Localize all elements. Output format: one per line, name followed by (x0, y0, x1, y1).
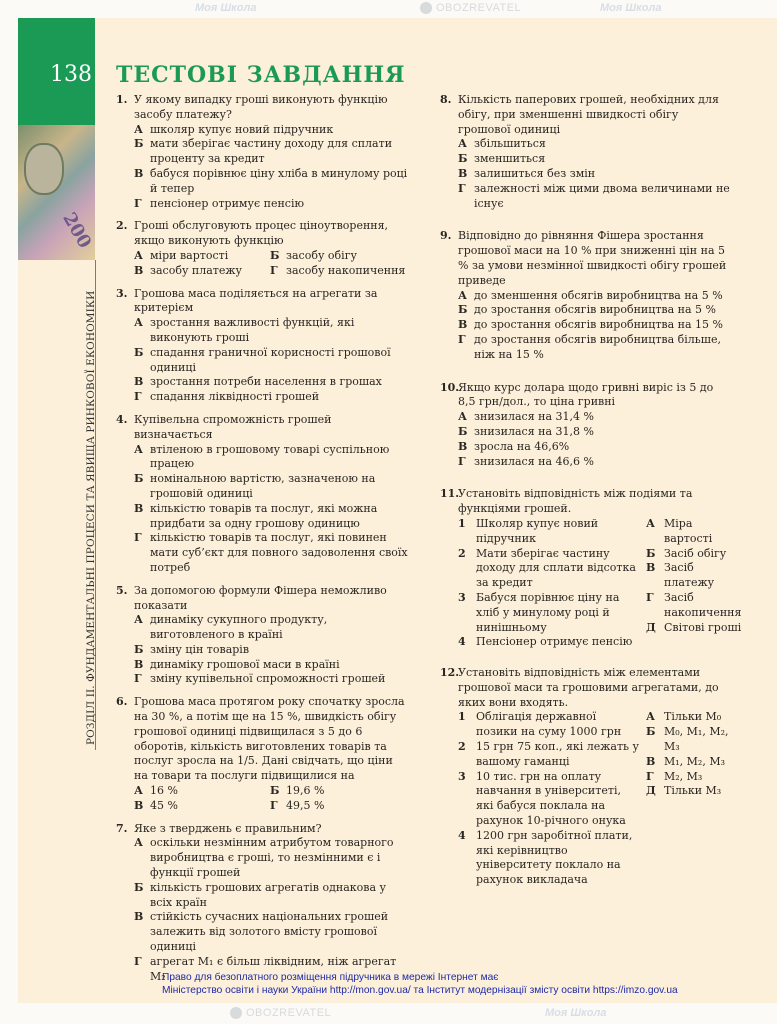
option-text: M₁, M₂, M₃ (664, 754, 726, 768)
answer-option (646, 770, 732, 785)
question-10 (440, 381, 732, 470)
answer-option (134, 197, 408, 212)
option-letter: А (134, 248, 143, 262)
matching-item (458, 829, 640, 888)
question-number: 3. (116, 286, 128, 300)
option-text: 45 % (150, 798, 178, 812)
option-letter: 4 (458, 828, 466, 842)
option-text: знизилася на 31,4 % (474, 410, 594, 424)
answer-option (270, 264, 408, 279)
matching-item (458, 517, 640, 547)
option-text: 49,5 % (286, 798, 325, 812)
answer-option (134, 836, 408, 880)
question-9 (440, 229, 732, 362)
option-text: 19,6 % (286, 784, 325, 798)
answer-options (134, 249, 408, 279)
question-3 (116, 287, 408, 405)
answer-option (134, 346, 408, 376)
option-text: кількість грошових агрегатів однакова у всіх країн (150, 880, 386, 909)
answer-options (134, 123, 408, 212)
option-letter: Б (646, 725, 656, 739)
option-letter: В (134, 166, 144, 180)
watermark: Моя Школа (600, 2, 662, 14)
answer-option (458, 167, 732, 182)
option-text: оскільки незмінним атрибутом товарного виробництва є гроші, то незмінними є і функції грошей (150, 836, 394, 880)
question-stem: Кількість паперових грошей, необхідних для обігу, при зменшенні швидкості обігу грошової одиниці (458, 93, 719, 136)
question-stem: Установіть відповідність між подіями та функціями грошей. (458, 487, 693, 516)
option-letter: Б (270, 248, 280, 262)
option-text: залишиться без змін (474, 166, 596, 180)
question-stem: Якщо курс долара щодо гривні виріс із 5 до 8,5 грн/дол., то ціна гривні (458, 380, 714, 409)
answer-option (646, 591, 741, 621)
option-letter: В (646, 561, 656, 575)
option-letter: В (134, 375, 144, 389)
option-letter: 1 (458, 710, 466, 724)
matching-options (646, 517, 741, 650)
answer-option (646, 725, 732, 755)
option-text: Пенсіонер отримує пенсію (476, 635, 633, 649)
option-letter: В (458, 166, 468, 180)
option-text: зменшиться (474, 152, 546, 166)
answer-option (134, 658, 408, 673)
option-letter: А (134, 784, 143, 798)
option-letter: Г (134, 196, 142, 210)
option-text: до зменшення обсягів виробництва на 5 % (474, 288, 723, 302)
option-text: знизилася на 46,6 % (474, 454, 594, 468)
answer-option (270, 784, 408, 799)
right-column (440, 93, 742, 896)
answer-option (646, 517, 741, 547)
question-header (440, 229, 732, 288)
answer-option (134, 316, 408, 346)
watermark: OBOZREVATEL (230, 1007, 331, 1019)
option-letter: Д (646, 620, 656, 634)
section-title-vertical: РОЗДІЛ II. ФУНДАМЕНТАЛЬНІ ПРОЦЕСИ ТА ЯВИЩА РИНКОВОЇ ЕКОНОМІКИ (85, 290, 97, 745)
option-letter: Г (270, 263, 278, 277)
option-text: Світові гроші (664, 620, 742, 634)
option-letter: В (458, 318, 468, 332)
question-header (116, 695, 408, 784)
question-stem: Відповідно до рівняння Фішера зростання грошової маси на 10 % при зниженні цін на 5 % за умови незмінної швидкості обігу грошей приведе (458, 229, 727, 287)
answer-option (646, 561, 741, 591)
matching-item (458, 710, 640, 740)
option-text: знизилася на 31,8 % (474, 424, 594, 438)
option-text: спадання граничної корисності грошової одиниці (150, 345, 391, 374)
question-number: 8. (440, 93, 452, 106)
question-12 (440, 666, 732, 888)
answer-option (458, 152, 732, 167)
footer-line-1: Право для безоплатного розміщення підручника в мережі Інтернет має (162, 972, 499, 983)
option-letter: Г (270, 798, 278, 812)
option-letter: В (134, 501, 144, 515)
option-text: бабуся порівнює ціну хліба в минулому році й тепер (150, 166, 408, 195)
option-letter: Г (134, 954, 142, 968)
option-text: Облігація державної позики на суму 1000 грн (476, 710, 622, 739)
option-letter: Г (458, 454, 466, 468)
option-text: динаміку сукупного продукту, виготовленого в країні (150, 613, 328, 642)
option-letter: Г (458, 181, 466, 195)
matching-items (458, 710, 640, 888)
option-text: Засіб обігу (664, 546, 727, 560)
matching-item (458, 740, 640, 770)
answer-option (134, 531, 408, 575)
option-letter: А (134, 613, 143, 627)
answer-option (134, 799, 270, 814)
answer-options (458, 289, 732, 363)
matching-item (458, 770, 640, 829)
answer-options (134, 613, 408, 687)
answer-option (134, 502, 408, 532)
option-letter: В (458, 439, 468, 453)
banknotes-image (18, 125, 95, 260)
footer-notice (162, 971, 678, 997)
option-text: до зростання обсягів виробництва більше, ніж на 15 % (474, 332, 722, 361)
option-text: Тільки M₃ (664, 784, 722, 798)
option-letter: Б (134, 137, 144, 151)
answer-option (134, 443, 408, 473)
answer-option (458, 410, 732, 425)
answer-option (134, 643, 408, 658)
option-text: зміну цін товарів (150, 642, 250, 656)
option-text: 10 тис. грн на оплату навчання в університеті, які бабуся поклала на рахунок 10-річного онука (476, 769, 626, 828)
option-letter: 3 (458, 769, 466, 783)
option-text: M₀, M₁, M₂, M₃ (664, 725, 729, 754)
answer-option (134, 123, 408, 138)
answer-options (134, 836, 408, 984)
option-text: до зростання обсягів виробництва на 5 % (474, 303, 716, 317)
answer-option (270, 249, 408, 264)
question-4 (116, 413, 408, 576)
question-stem: Установіть відповідність між елементами грошової маси та грошовими агрегатами, до яких вони входять. (458, 666, 719, 709)
question-stem: У якому випадку гроші виконують функцію засобу платежу? (134, 93, 388, 121)
option-text: до зростання обсягів виробництва на 15 % (474, 318, 723, 332)
question-header (116, 93, 408, 123)
option-text: Засіб платежу (664, 561, 715, 590)
option-letter: Г (458, 332, 466, 346)
answer-option (134, 472, 408, 502)
answer-option (134, 375, 408, 390)
option-letter: Г (134, 672, 142, 686)
option-letter: 1 (458, 516, 466, 530)
question-header (116, 584, 408, 614)
option-letter: В (134, 657, 144, 671)
answer-option (134, 137, 408, 167)
question-number: 12. (440, 666, 460, 680)
option-letter: В (134, 910, 144, 924)
question-number: 9. (440, 229, 452, 243)
question-header (440, 381, 732, 411)
option-text: 1200 грн заробітної плати, які керівництво університету поклало на рахунок викладача (476, 828, 633, 887)
answer-option (458, 318, 732, 333)
question-1 (116, 93, 408, 211)
banknote-denomination: 200 (58, 208, 95, 253)
option-text: спадання ліквідності грошей (150, 390, 320, 404)
option-letter: А (646, 516, 655, 530)
option-letter: 3 (458, 590, 466, 604)
option-letter: Г (134, 390, 142, 404)
option-letter: А (458, 288, 467, 302)
answer-option (270, 799, 408, 814)
question-stem: Грошова маса поділяється на агрегати за критерієм (134, 286, 378, 315)
question-header (116, 287, 408, 317)
option-text: зросла на 46,6% (474, 439, 570, 453)
option-letter: Б (134, 345, 144, 359)
question-number: 11. (440, 487, 460, 501)
answer-option (458, 303, 732, 318)
option-letter: 2 (458, 546, 466, 560)
option-text: втіленою в грошовому товарі суспільною працею (150, 442, 390, 471)
question-stem: Купівельна спроможність грошей визначається (134, 412, 332, 441)
option-text: номінальною вартістю, зазначеною на грошовій одиниці (150, 472, 376, 500)
option-text: Мати зберігає частину доходу для сплати відсотка за кредит (476, 546, 636, 590)
question-6 (116, 695, 408, 813)
page-title: ТЕСТОВІ ЗАВДАННЯ (116, 62, 406, 88)
answer-option (134, 881, 408, 911)
option-text: 15 грн 75 коп., які лежать у вашому гаманці (476, 740, 639, 768)
option-letter: А (134, 442, 143, 456)
question-stem: Гроші обслуговують процес ціноутворення, якщо виконують функцію (134, 219, 389, 248)
question-number: 5. (116, 583, 128, 597)
option-letter: Б (458, 303, 468, 317)
question-header (440, 666, 732, 710)
banknote-portrait (24, 143, 64, 195)
answer-options (134, 443, 408, 576)
option-text: школяр купує новий підручник (150, 122, 334, 136)
option-text: 16 % (150, 784, 178, 798)
answer-option (458, 289, 732, 304)
matching-item (458, 547, 640, 591)
question-header (440, 93, 732, 137)
option-text: динаміку грошової маси в країні (150, 657, 340, 671)
question-header (116, 413, 408, 443)
matching-options (646, 710, 732, 888)
answer-option (458, 333, 732, 363)
question-2 (116, 219, 408, 278)
option-text: залежності між цими двома величинами не існує (474, 181, 730, 210)
option-letter: В (134, 798, 144, 812)
option-letter: Г (134, 531, 142, 545)
answer-option (134, 910, 408, 954)
question-number: 1. (116, 93, 128, 106)
option-text: Тільки M₀ (664, 710, 722, 724)
question-stem: Яке з тверджень є правильним? (134, 821, 322, 835)
answer-option (134, 249, 270, 264)
option-letter: Б (458, 152, 468, 166)
matching-item (458, 591, 640, 635)
option-text: зростання важливості функцій, які виконують гроші (150, 316, 355, 344)
answer-options (458, 137, 732, 211)
option-text: зростання потреби населення в грошах (150, 375, 382, 389)
option-text: збільшиться (474, 137, 546, 151)
option-text: засобу платежу (150, 263, 242, 277)
question-header (440, 487, 732, 517)
option-text: зміну купівельної спроможності грошей (150, 672, 386, 686)
option-letter: А (458, 410, 467, 424)
option-letter: Б (646, 546, 656, 560)
question-11 (440, 487, 742, 650)
option-text: кількістю товарів та послуг, які повинен мати суб’єкт для повного задоволення своїх потреб (150, 531, 408, 574)
option-text: мати зберігає частину доходу для сплати проценту за кредит (150, 137, 393, 166)
question-number: 10. (440, 380, 460, 394)
watermark: Моя Школа (545, 1007, 607, 1019)
option-letter: Д (646, 784, 656, 798)
question-header (116, 822, 408, 837)
answer-option (646, 784, 732, 799)
answer-option (134, 390, 408, 405)
option-letter: 2 (458, 740, 466, 754)
option-letter: Б (458, 424, 468, 438)
answer-option (134, 672, 408, 687)
answer-option (134, 613, 408, 643)
option-letter: В (134, 263, 144, 277)
option-text: Школяр купує новий підручник (476, 516, 599, 545)
option-letter: Б (134, 880, 144, 894)
question-stem: Грошова маса протягом року спочатку зросла на 30 %, а потім ще на 15 %, швидкість обігу грошової одиниці підвищилася з 5 до 6 оборотів, кількість виготовлених товарів та послуг зросла на 1/5. Дані свідчать, що ціни на товари та послуги підвищилися на (134, 695, 405, 783)
question-stem: За допомогою формули Фішера неможливо показати (134, 583, 387, 612)
answer-options (134, 316, 408, 405)
page-number: 138 (50, 62, 92, 87)
question-8 (440, 93, 732, 211)
option-letter: Г (646, 769, 654, 783)
answer-option (646, 710, 732, 725)
matching-grid (458, 516, 742, 650)
answer-option (458, 455, 732, 470)
left-column (116, 93, 408, 992)
watermark: Моя Школа (195, 2, 257, 14)
footer-line-2[interactable]: Міністерство освіти і науки України http://mon.gov.ua/ та Інститут модернізації змісту освіти https://imzo.gov.ua (162, 985, 678, 996)
answer-option (134, 784, 270, 799)
option-text: міри вартості (150, 248, 229, 262)
option-text: M₂, M₃ (664, 769, 703, 783)
question-7 (116, 822, 408, 985)
option-text: засобу накопичення (286, 263, 406, 277)
answer-options (134, 784, 408, 814)
option-text: кількістю товарів та послуг, які можна придбати за одну грошову одиницю (150, 501, 378, 530)
question-number: 2. (116, 219, 128, 233)
option-letter: А (134, 316, 143, 330)
answer-option (458, 137, 732, 152)
option-letter: А (134, 836, 143, 850)
option-letter: А (134, 122, 143, 136)
option-text: стійкість сучасних національних грошей залежить від золотого вмісту грошової одиниці (150, 910, 389, 954)
answer-option (646, 621, 741, 636)
option-text: Засіб накопичення (664, 590, 742, 619)
option-text: пенсіонер отримує пенсію (150, 196, 305, 210)
option-letter: Б (134, 472, 144, 486)
option-letter: А (458, 137, 467, 151)
answer-option (458, 440, 732, 455)
option-letter: 4 (458, 635, 466, 649)
answer-option (134, 167, 408, 197)
question-number: 6. (116, 695, 128, 709)
option-letter: В (646, 754, 656, 768)
option-letter: Б (270, 784, 280, 798)
option-text: Бабуся порівнює ціну на хліб у минулому році й нинішньому (476, 590, 620, 634)
question-5 (116, 584, 408, 688)
option-letter: Г (646, 590, 654, 604)
option-text: агрегат M₁ є більш ліквідним, ніж агрегат M₂ (150, 954, 397, 983)
option-letter: Б (134, 642, 144, 656)
answer-option (458, 182, 732, 212)
matching-items (458, 517, 640, 650)
matching-grid (458, 710, 732, 888)
option-letter: А (646, 710, 655, 724)
option-text: засобу обігу (286, 248, 357, 262)
option-text: Міра вартості (664, 516, 713, 545)
answer-option (458, 425, 732, 440)
answer-option (134, 264, 270, 279)
answer-options (458, 410, 732, 469)
watermark: OBOZREVATEL (420, 2, 521, 14)
answer-option (646, 547, 741, 562)
answer-option (646, 755, 732, 770)
question-header (116, 219, 408, 249)
question-number: 7. (116, 821, 128, 835)
matching-item (458, 635, 640, 650)
question-number: 4. (116, 412, 128, 426)
